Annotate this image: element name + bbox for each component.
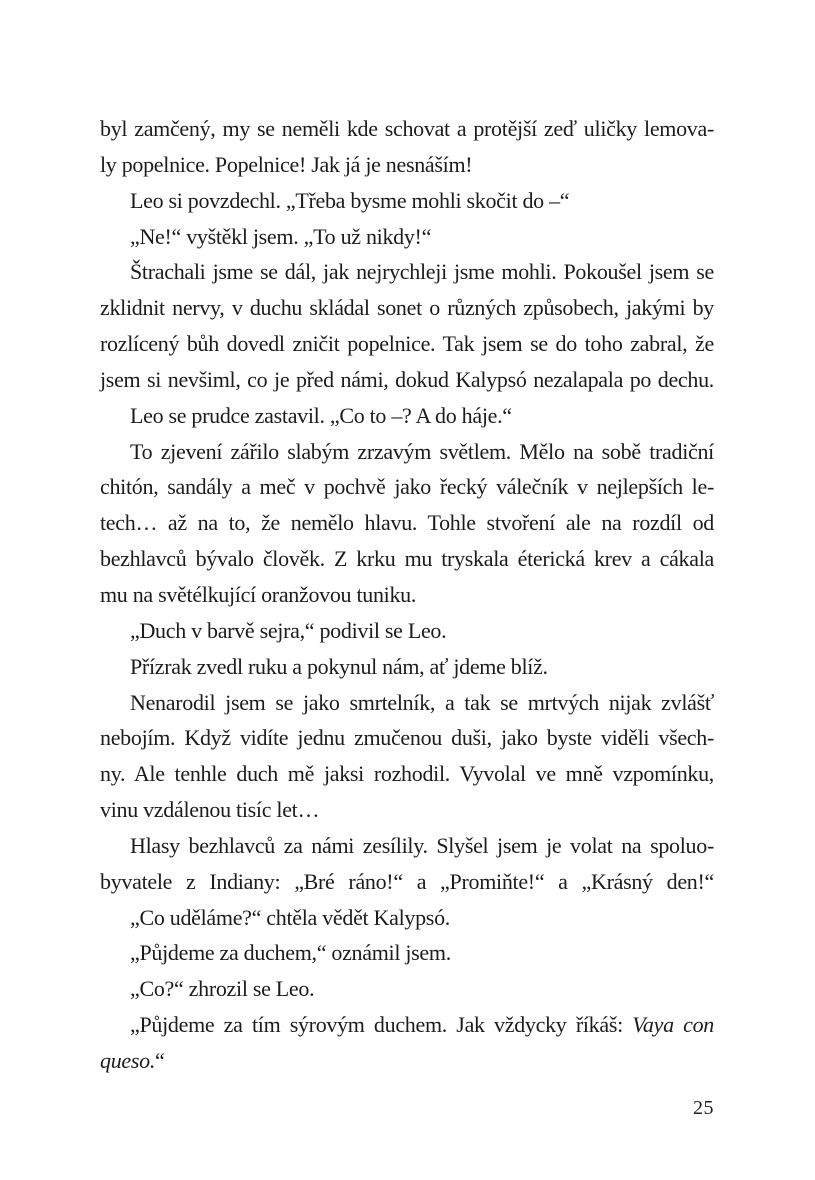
text-line	[100, 398, 714, 434]
text-segment: zklidnit nervy, v duchu skládal sonet o různých způsobech, jakými by	[100, 295, 714, 321]
text-line	[100, 577, 714, 613]
text-segment: „Co uděláme?“ chtěla vědět Kalypsó.	[130, 904, 450, 930]
text-line	[100, 434, 714, 470]
text-segment: byl zamčený, my se neměli kde schovat a protější zeď uličky lemova-	[100, 116, 714, 141]
text-segment: chitón, sandály a meč v pochvě jako řecký válečník v nejlepších le-	[100, 474, 714, 500]
text-segment: ny. Ale tenhle duch mě jaksi rozhodil. Vyvolal ve mně vzpomínku,	[100, 761, 714, 787]
text-segment: „Půjdeme za duchem,“ oznámil jsem.	[130, 940, 451, 966]
text-block	[100, 111, 714, 1079]
text-line	[100, 469, 714, 505]
text-line	[100, 254, 714, 290]
text-segment: ly popelnice. Popelnice! Jak já je nesnáším!	[100, 151, 473, 177]
text-segment: „Půjdeme za tím sýrovým duchem. Jak vždycky říkáš:	[130, 1012, 633, 1038]
text-segment: nebojím. Když vidíte jednu zmučenou duši, jako byste viděli všech-	[100, 725, 714, 751]
text-segment: Přízrak zvedl ruku a pokynul nám, ať jdeme blíž.	[130, 653, 548, 679]
text-line	[100, 326, 714, 362]
text-line	[100, 864, 714, 900]
text-segment: Nenarodil jsem se jako smrtelník, a tak se mrtvých nijak zvlášť	[130, 689, 714, 715]
text-segment: “	[155, 1047, 165, 1073]
text-line	[100, 290, 714, 326]
text-segment: rozlícený bůh dovedl zničit popelnice. Tak jsem se do toho zabral, že	[100, 331, 714, 357]
text-segment: Leo se prudce zastavil. „Co to –? A do háje.“	[130, 402, 512, 428]
text-segment: jsem si nevšiml, co je před námi, dokud Kalypsó nezalapala po dechu.	[100, 366, 714, 392]
text-segment: bezhlavců bývalo člověk. Z krku mu tryskala éterická krev a cákala	[100, 546, 714, 572]
text-line	[100, 649, 714, 685]
text-segment: „Ne!“ vyštěkl jsem. „To už nikdy!“	[130, 223, 432, 249]
text-line	[100, 183, 714, 219]
text-segment: Štrachali jsme se dál, jak nejrychleji jsme mohli. Pokoušel jsem se	[130, 259, 714, 285]
text-line	[100, 828, 714, 864]
text-segment: byvatele z Indiany: „Bré ráno!“ a „Promiňte!“ a „Krásný den!“	[100, 868, 714, 894]
text-segment: mu na světélkující oranžovou tuniku.	[100, 581, 417, 607]
text-line	[100, 362, 714, 398]
text-segment: Hlasy bezhlavců za námi zesílily. Slyšel jsem je volat na spoluo-	[130, 832, 714, 858]
text-line	[100, 756, 714, 792]
text-line	[100, 900, 714, 936]
text-line	[100, 971, 714, 1007]
page-number: 25	[693, 1097, 714, 1119]
text-line	[100, 541, 714, 577]
text-segment-italic: queso.	[100, 1047, 156, 1073]
text-segment: tech… až na to, že nemělo hlavu. Tohle stvoření ale na rozdíl od	[100, 510, 714, 536]
text-segment: „Duch v barvě sejra,“ podivil se Leo.	[130, 617, 447, 643]
text-line	[100, 219, 714, 255]
text-line	[100, 685, 714, 721]
text-segment-italic: Vaya con	[632, 1012, 714, 1038]
text-line	[100, 613, 714, 649]
text-line	[100, 720, 714, 756]
text-segment: vinu vzdálenou tisíc let…	[100, 797, 320, 823]
text-segment: „Co?“ zhrozil se Leo.	[130, 976, 315, 1002]
text-line	[100, 505, 714, 541]
text-line	[100, 147, 714, 183]
text-line	[100, 792, 714, 828]
text-line	[100, 935, 714, 971]
text-segment: To zjevení zářilo slabým zrzavým světlem. Mělo na sobě tradiční	[130, 438, 714, 464]
text-segment: Leo si povzdechl. „Třeba bysme mohli skočit do –“	[130, 187, 570, 213]
text-line	[100, 1007, 714, 1043]
text-line	[100, 111, 714, 147]
text-line	[100, 1043, 714, 1079]
